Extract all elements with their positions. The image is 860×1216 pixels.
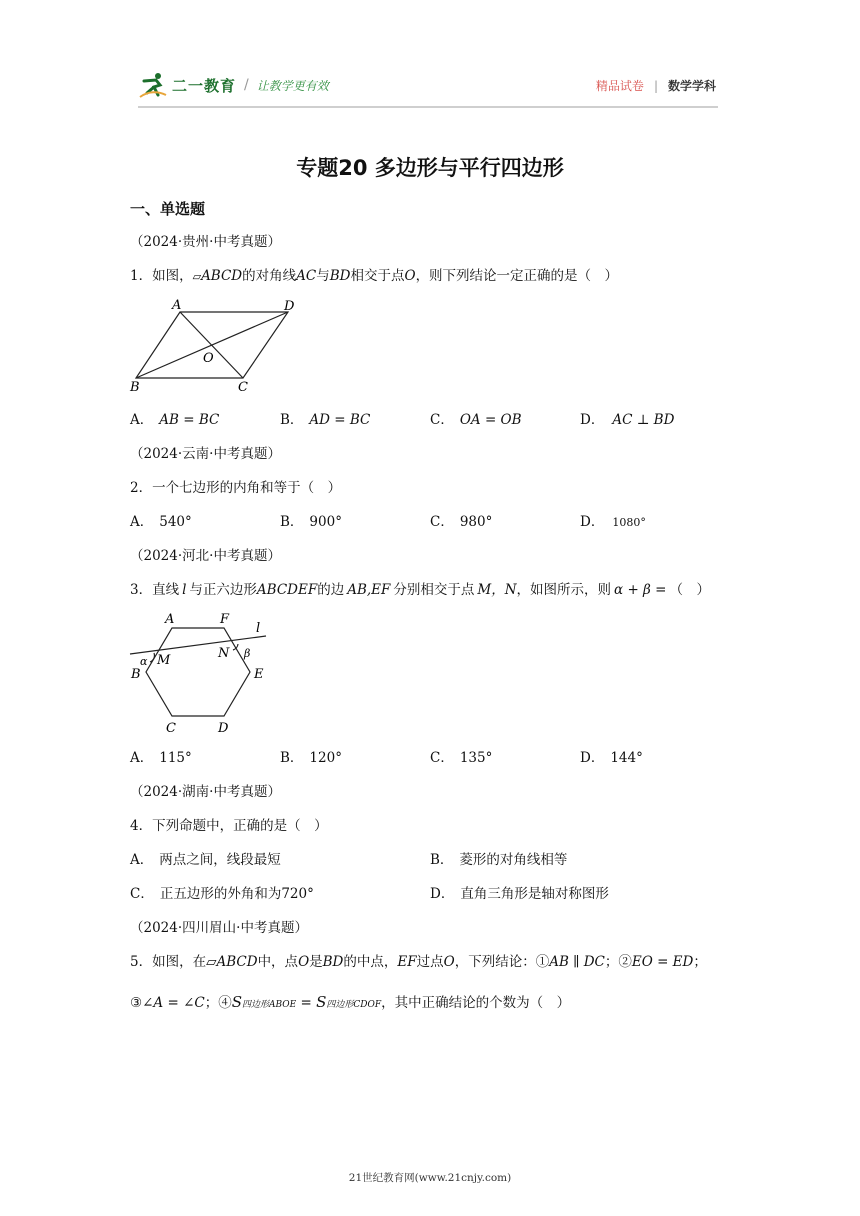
q1-figure bbox=[128, 296, 303, 396]
q3-option-c bbox=[430, 748, 492, 768]
q3-source: （2024·河北·中考真题） bbox=[130, 548, 281, 564]
option-text: 两点之间，线段最短 bbox=[159, 852, 281, 868]
q3-label-e: E bbox=[254, 667, 264, 682]
q5-text: ；④ bbox=[204, 995, 232, 1011]
q1-label-b: B bbox=[130, 380, 140, 395]
q1-option-b bbox=[280, 410, 370, 430]
option-letter: D． bbox=[580, 412, 605, 428]
header-divider bbox=[138, 106, 718, 108]
q3-option-d bbox=[580, 748, 643, 768]
q5-text: ③ bbox=[130, 995, 143, 1011]
option-letter: B． bbox=[280, 412, 304, 428]
option-text: 1080° bbox=[612, 516, 646, 529]
q3-label-f: F bbox=[220, 612, 230, 627]
q2-source: （2024·云南·中考真题） bbox=[130, 446, 281, 462]
option-text: 900° bbox=[309, 514, 342, 530]
q5-text: ；② bbox=[604, 954, 632, 970]
q1-option-c bbox=[430, 410, 522, 430]
q4-stem: 4．下列命题中，正确的是（ ） bbox=[130, 818, 328, 834]
q3-label-beta: β bbox=[244, 647, 251, 660]
q2-option-c bbox=[430, 512, 492, 532]
q5-s2: S bbox=[316, 993, 327, 1011]
q5-bd: BD bbox=[322, 954, 344, 970]
q1-stem-text: 的对角线 bbox=[242, 268, 297, 284]
q1-option-a bbox=[130, 410, 219, 430]
q5-o2: O bbox=[443, 954, 455, 970]
q3-label-d: D bbox=[218, 721, 229, 736]
option-text: 115° bbox=[159, 750, 192, 766]
q5-text: ，下列结论：① bbox=[454, 954, 550, 970]
q3-label-n: N bbox=[218, 646, 230, 661]
q5-sub2: 四边形CDOF bbox=[326, 1000, 382, 1010]
q1-label-a: A bbox=[172, 298, 182, 313]
option-text: 540° bbox=[159, 514, 192, 530]
q5-conclusion-2: EO = ED bbox=[631, 954, 694, 970]
q1-bd: BD bbox=[329, 268, 351, 284]
header-subject: 数学学科 bbox=[667, 79, 716, 93]
option-text: 980° bbox=[459, 514, 493, 530]
option-text: AB = BC bbox=[159, 412, 220, 428]
q5-text: 是 bbox=[309, 954, 323, 970]
q1-stem bbox=[130, 266, 618, 287]
option-text: OA = OB bbox=[459, 412, 522, 428]
option-letter: D． bbox=[580, 750, 605, 766]
option-letter: B． bbox=[280, 514, 304, 530]
q3-label-m: M bbox=[157, 653, 171, 668]
q1-option-d bbox=[580, 410, 674, 430]
q5-text: 5．如图，在 bbox=[130, 954, 207, 970]
q4-option-a bbox=[130, 850, 281, 870]
q3-stem-text: ，如图所示，则 bbox=[516, 582, 612, 598]
slogan: 让教学更有效 bbox=[256, 78, 329, 93]
option-letter: B． bbox=[430, 852, 454, 868]
q1-ac: AC bbox=[296, 268, 317, 284]
option-letter: C． bbox=[130, 886, 154, 902]
q3-label-alpha: α bbox=[140, 655, 148, 668]
header-premium: 精品试卷 bbox=[595, 79, 644, 93]
option-text: 正五边形的外角和为720° bbox=[159, 886, 314, 902]
q3-stem-suffix: （ ） bbox=[669, 582, 710, 598]
q3-stem-text: 与正六边形 bbox=[189, 582, 257, 598]
q2-option-a bbox=[130, 512, 192, 532]
runner-logo-icon bbox=[138, 71, 168, 99]
q3-label-a: A bbox=[165, 612, 175, 627]
q3-stem-prefix: 3．直线 bbox=[130, 582, 180, 598]
section-heading: 一、单选题 bbox=[130, 200, 206, 218]
page-footer: 21世纪教育网(www.21cnjy.com) bbox=[348, 1172, 512, 1184]
option-letter: B． bbox=[280, 750, 304, 766]
option-letter: D． bbox=[580, 514, 605, 530]
q1-abcd: ABCD bbox=[201, 268, 243, 284]
logo-slash: / bbox=[244, 77, 249, 93]
option-letter: A． bbox=[130, 412, 154, 428]
q1-label-o: O bbox=[203, 351, 214, 366]
q3-mn: M，N bbox=[477, 582, 517, 598]
q5-stem-line1 bbox=[130, 952, 707, 972]
option-text: 菱形的对角线相等 bbox=[459, 852, 568, 868]
q3-option-b bbox=[280, 748, 342, 768]
q2-option-d bbox=[580, 512, 646, 533]
q1-stem-text: 与 bbox=[316, 268, 330, 284]
q5-pg: ▱ABCD bbox=[206, 954, 258, 970]
q5-source: （2024·四川眉山·中考真题） bbox=[130, 920, 308, 936]
q4-option-c bbox=[130, 884, 314, 904]
q4-option-d bbox=[430, 884, 609, 904]
q1-o: O bbox=[404, 268, 416, 284]
q5-text: ； bbox=[693, 954, 707, 970]
q5-o: O bbox=[298, 954, 310, 970]
parallelogram-symbol: ▱ bbox=[192, 270, 202, 283]
q3-option-a bbox=[130, 748, 192, 768]
q3-label-b: B bbox=[131, 667, 141, 682]
q1-stem-prefix: 1．如图， bbox=[130, 268, 193, 284]
q5-conclusion-1: AB ∥ DC bbox=[549, 954, 605, 970]
option-text: AD = BC bbox=[309, 412, 371, 428]
option-text: 直角三角形是轴对称图形 bbox=[460, 886, 609, 902]
option-letter: D． bbox=[430, 886, 455, 902]
q3-sides: AB,EF bbox=[347, 582, 391, 598]
q3-stem-text: 的边 bbox=[317, 582, 345, 598]
option-text: 120° bbox=[309, 750, 342, 766]
header-logo bbox=[138, 70, 329, 100]
q3-stem bbox=[130, 580, 710, 600]
q1-source: （2024·贵州·中考真题） bbox=[130, 234, 281, 250]
q5-conclusion-3: ∠A = ∠C bbox=[142, 995, 205, 1011]
q5-ef: EF bbox=[397, 954, 417, 970]
q5-text: ，其中正确结论的个数为（ ） bbox=[381, 995, 571, 1011]
q5-s1: S bbox=[231, 993, 242, 1011]
logo-name: 二一教育 bbox=[172, 76, 237, 95]
q1-stem-suffix: ，则下列结论一定正确的是（ ） bbox=[415, 268, 619, 284]
option-text: 135° bbox=[459, 750, 493, 766]
q5-text: 过点 bbox=[416, 954, 444, 970]
header-separator: | bbox=[653, 78, 658, 93]
option-letter: A． bbox=[130, 514, 154, 530]
option-text: 144° bbox=[610, 750, 643, 766]
page-title: 专题20 多边形与平行四边形 bbox=[296, 156, 564, 180]
q5-sub1: 四边形ABOE bbox=[242, 1000, 297, 1010]
q1-label-d: D bbox=[284, 299, 295, 314]
option-letter: C． bbox=[430, 750, 454, 766]
q3-expr: α + β = bbox=[614, 582, 667, 598]
q5-text: 的中点， bbox=[343, 954, 398, 970]
q1-label-c: C bbox=[238, 380, 248, 395]
q5-stem-line2 bbox=[130, 992, 570, 1015]
option-letter: A． bbox=[130, 852, 154, 868]
header-right bbox=[596, 77, 716, 94]
q3-label-l: l bbox=[256, 621, 261, 636]
option-letter: A． bbox=[130, 750, 154, 766]
q2-stem: 2．一个七边形的内角和等于（ ） bbox=[130, 480, 342, 496]
q3-label-c: C bbox=[166, 721, 176, 736]
q1-stem-text: 相交于点 bbox=[350, 268, 405, 284]
q2-option-b bbox=[280, 512, 342, 532]
q3-figure bbox=[126, 606, 276, 736]
q3-stem-text: 分别相交于点 bbox=[393, 582, 475, 598]
option-text: AC ⊥ BD bbox=[612, 412, 675, 428]
q4-option-b bbox=[430, 850, 567, 870]
q5-text: 中，点 bbox=[257, 954, 299, 970]
q3-hex: ABCDEF bbox=[256, 582, 318, 598]
option-letter: C． bbox=[430, 412, 454, 428]
q5-eq: = bbox=[296, 995, 317, 1011]
option-letter: C． bbox=[430, 514, 454, 530]
q4-source: （2024·湖南·中考真题） bbox=[130, 784, 281, 800]
q3-l: l bbox=[182, 582, 187, 598]
